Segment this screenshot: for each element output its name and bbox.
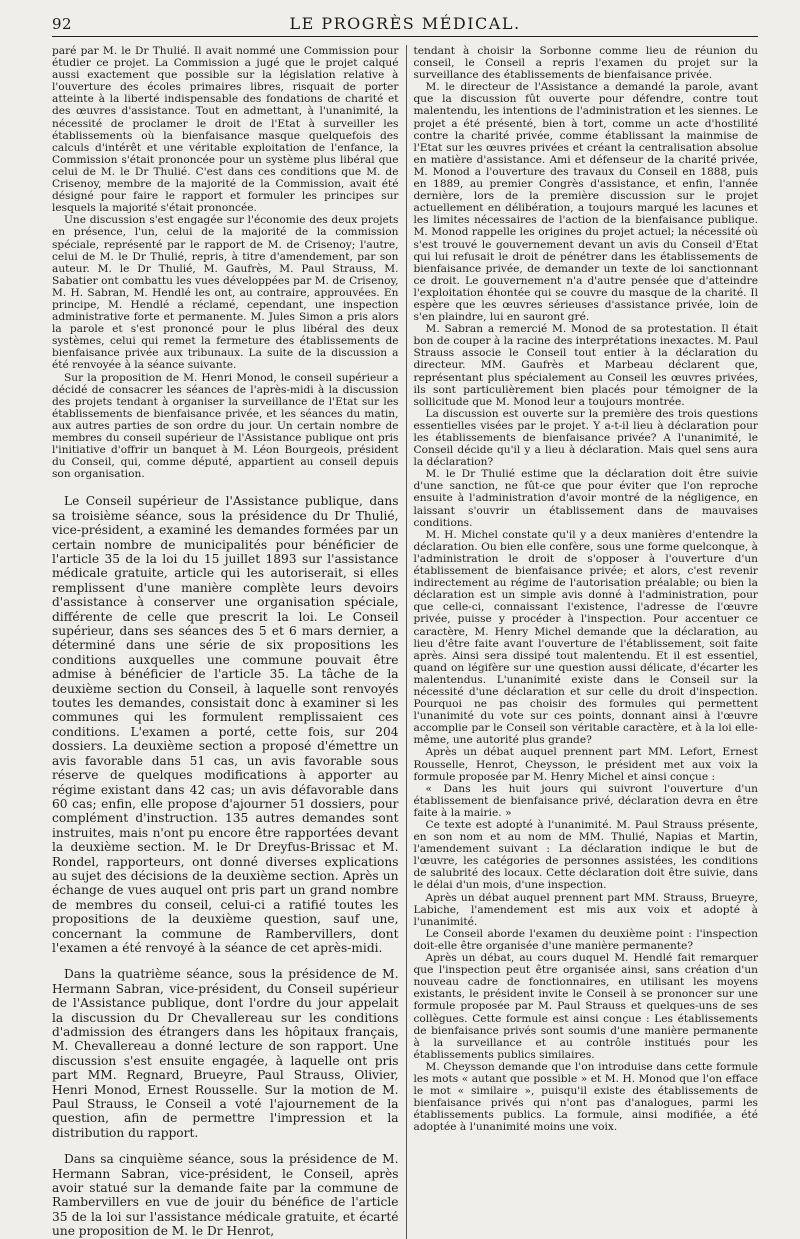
right-column — [414, 45, 759, 1239]
left-column — [52, 45, 399, 1239]
journal-title: LE PROGRÈS MÉDICAL. — [289, 14, 521, 33]
paragraph: M. le Dr Thulié estime que la déclaration doit être suivie d'une sanction, ne fût-ce que pour éviter que l'on reproche ensuite à l'administration d'avoir montré de la négligence, en laissant s'ouvrir un établissement dans de mauvaises conditions. — [413, 468, 758, 529]
paragraph: M. le directeur de l'Assistance a demandé la parole, avant que la discussion fût ouverte pour défendre, contre tout malentendu, les intentions de l'administration et les siennes. Le projet a été présenté, bien à tort, comme un acte d'hostilité contre la charité privée, comme établissant la mainmise de l'Etat sur les œuvres privées et créant la centralisation absolue en matière d'assistance. Ami et défenseur de la charité privée, M. Monod a l'ouverture des travaux du Conseil en 1888, puis en 1889, au premier Congrès d'assistance, et enfin, l'année dernière, lors de la première discussion sur le projet actuellement en délibération, a toujours marqué les lacunes et les limites nécessaires de l'action de la bienfaisance publique. M. Monod rappelle les origines du projet actuel; la nécessité où s'est trouvé le gouvernement devant un avis du Conseil d'Etat qui lui refusait le droit de pénétrer dans les établissements de bienfaisance privée, de demander un texte de loi sanctionnant ce droit. Le gouvernement n'a d'autre pensée que d'atteindre l'exploitation éhontée qui se couvre du masque de la charité. Il espère que les œuvres sérieuses d'assistance privée, loin de s'en plaindre, lui en sauront gré. — [413, 81, 758, 324]
paragraph: Ce texte est adopté à l'unanimité. M. Paul Strauss présente, en son nom et au nom de MM. Thulié, Napias et Martin, l'amendement suivant : La déclaration indique le but de l'œuvre, les catégories de personnes assistées, les conditions de salubrité des locaux. Cette déclaration doit être suivie, dans le délai d'un mois, d'une inspection. — [413, 819, 758, 892]
paragraph: M. Cheysson demande que l'on introduise dans cette formule les mots « autant que possible » et M. H. Monod que l'on efface le mot « similaire », puisqu'il existe des établissements de bienfaisance privés qui n'ont pas d'analogues, parmi les établissements publics. La formule, ainsi modifiée, a été adoptée à l'unanimité moins une voix. — [413, 1060, 758, 1134]
paragraph: Dans la quatrième séance, sous la présidence de M. Hermann Sabran, vice-président, du Conseil supérieur de l'Assistance publique, dont l'ordre du jour appelait la discussion du Dr Chevallereau sur les conditions d'admission des étrangers dans les hôpitaux français, M. Chevallereau a donné lecture de son rapport. Une discussion s'est ensuite engagée, à laquelle ont pris part MM. Regnard, Brueyre, Paul Strauss, Olivier, Henri Monod, Ernest Rousselle. Sur la motion de M. Paul Strauss, le Conseil a voté l'ajournement de la question, afin de permettre l'impression et la distribution du rapport. — [52, 967, 399, 1140]
paragraph: Le Conseil supérieur de l'Assistance publique, dans sa troisième séance, sous la présidence du Dr Thulié, vice-président, a examiné les demandes formées par un certain nombre de municipalités pour bénéficier de l'article 35 de la loi du 15 juillet 1893 sur l'assistance médicale gratuite, article qui les autoriserait, si elles remplissent d'une manière complète leurs devoirs d'assistance à conserver une organisation spéciale, différente de celle que prescrit la loi. Le Conseil supérieur, dans ses séances des 5 et 6 mars dernier, a déterminé dans une série de six propositions les conditions auxquelles une commune pouvait être admise à bénéficier de l'article 35. La tâche de la deuxième section du Conseil, à laquelle sont renvoyés toutes les demandes, consistait donc à examiner si les communes qui les formulent remplissaient ces conditions. L'examen a porté, cette fois, sur 204 dossiers. La deuxième section a proposé d'émettre un avis favorable dans 51 cas, un avis favorable sous réserve de quelques modifications à apporter au régime existant dans 42 cas; un avis défavorable dans 60 cas; enfin, elle propose d'ajourner 51 dossiers, pour complément d'instruction. 135 autres demandes sont instruites, mais n'ont pu encore être rapportées devant la deuxième section. M. le Dr Dreyfus-Brissac et M. Rondel, rapporteurs, ont donné diverses explications au sujet des décisions de la deuxième section. Après un échange de vues auquel ont pris part un grand nombre de membres du conseil, celui-ci a ratifié toutes les propositions de la deuxième question, sauf une, concernant la commune de Rambervillers, dont l'examen a été renvoyé à la séance de cet après-midi. — [52, 494, 399, 955]
paragraph: Une discussion s'est engagée sur l'économie des deux projets en présence, l'un, celui de la majorité de la commission spéciale, représenté par le rapport de M. de Crisenoy; l'autre, celui de M. le Dr Thulié, repris, à titre d'amendement, par son auteur. M. le Dr Thulié, M. Gaufrès, M. Paul Strauss, M. Sabatier ont combattu les vues développées par M. de Crisenoy, M. H. Sabran, M. Hendlé les ont, au contraire, approuvées. En principe, M. Hendlé a réclamé, cependant, une inspection administrative forte et permanente. M. Jules Simon a pris alors la parole et s'est prononcé pour le plus libéral des deux systèmes, celui qui remet la fermeture des établissements de bienfaisance privée aux tribunaux. La suite de la discussion a été renvoyée à la séance suivante. — [52, 214, 399, 372]
paragraph: Après un débat auquel prennent part MM. Lefort, Ernest Rousselle, Henrot, Cheysson, le président met aux voix la formule proposée par M. Henry Michel et ainsi conçue : — [413, 746, 758, 783]
paragraph: Le Conseil aborde l'examen du deuxième point : l'inspection doit-elle être organisée d'une manière permanente? — [413, 927, 758, 952]
paragraph: Dans sa cinquième séance, sous la présidence de M. Hermann Sabran, vice-président, le Conseil, après avoir statué sur la demande faite par la commune de Rambervillers en vue de jouir du bénéfice de l'article 35 de la loi sur l'assistance médicale gratuite, et écarté une proposition de M. le Dr Henrot, — [52, 1152, 399, 1239]
paragraph: La discussion est ouverte sur la première des trois questions essentielles visées par le projet. Y a-t-il lieu à déclaration pour les établissements de bienfaisance privée? A l'unanimité, le Conseil décide qu'il y a lieu à déclaration. Mais quel sens aura la déclaration? — [413, 407, 758, 469]
paragraph: Après un débat, au cours duquel M. Hendlé fait remarquer que l'inspection peut être organisée ainsi, sans création d'un nouveau cadre de fonctionnaires, en utilisant les moyens existants, le président invite le Conseil à se prononcer sur une formule proposée par M. Paul Strauss et quelques-uns de ses collègues. Cette formule est ainsi conçue : Les établissements de bienfaisance privés sont soumis d'une manière permanente à la surveillance et au contrôle institués pour les établissements publics similaires. — [413, 952, 758, 1061]
column-divider — [406, 45, 407, 1239]
paragraph: M. Sabran a remercié M. Monod de sa protestation. Il était bon de couper à la racine des interprétations inexactes. M. Paul Strauss associe le Conseil tout entier à la déclaration du directeur. MM. Gaufrès et Marbeau déclarent que, représentant plus spécialement au Conseil les œuvres privées, ils sont particulièrement bien placés pour témoigner de la sollicitude que M. Monod leur a toujours montrée. — [413, 323, 758, 408]
paragraph: « Dans les huit jours qui suivront l'ouverture d'un établissement de bienfaisance privé, déclaration devra en être faite à la mairie. » — [413, 782, 758, 819]
paragraph: Sur la proposition de M. Henri Monod, le conseil supérieur a décidé de consacrer les séances de l'après-midi à la discussion des projets tendant à organiser la surveillance de l'Etat sur les établissements de bienfaisance privée, et les séances du matin, aux autres parties de son ordre du jour. Un certain nombre de membres du conseil supérieur de l'Assistance publique ont pris l'initiative d'offrir un banquet à M. Léon Bourgeois, président du Conseil, qui, comme député, appartient au conseil depuis son organisation. — [52, 371, 399, 481]
paragraph: Après un débat auquel prennent part MM. Strauss, Brueyre, Labiche, l'amendement est mis aux voix et adopté à l'unanimité. — [413, 891, 758, 928]
running-header — [52, 10, 758, 37]
paragraph: tendant à choisir la Sorbonne comme lieu de réunion du conseil, le Conseil a repris l'examen du projet sur la surveillance des établissements de bienfaisance privée. — [413, 45, 758, 82]
paragraph: M. H. Michel constate qu'il y a deux manières d'entendre la déclaration. Ou bien elle confère, sous une forme quelconque, à l'administration le droit de s'opposer à l'ouverture d'un établissement de bienfaisance privée; et alors, c'est revenir indirectement au régime de l'autorisation préalable; ou bien la déclaration est un simple avis donné à l'administration, pour que celle-ci, connaissant l'existence, l'adresse de l'œuvre privée, puisse y procéder à l'inspection. Pour accentuer ce caractère, M. Henry Michel demande que la déclaration, au lieu d'être faite avant l'ouverture de l'établissement, soit faite après. Ainsi sera dissipé tout malentendu. Et il est essentiel, quand on légifère sur une question aussi délicate, d'écarter les malentendus. L'unanimité existe dans le Conseil sur la nécessité d'une déclaration et sur celle du droit d'inspection. Pourquoi ne pas choisir des formules qui permettent l'unanimité du vote sur ces points, donnant ainsi à l'œuvre accomplie par le Conseil son véritable caractère, et à la loi elle-même, une autorité plus grande? — [413, 528, 758, 747]
session-reports — [52, 494, 399, 1238]
page-number: 92 — [52, 15, 73, 33]
two-column-body — [52, 45, 758, 1239]
paragraph: paré par M. le Dr Thulié. Il avait nommé une Commission pour étudier ce projet. La Commission a jugé que le projet calqué aussi exactement que possible sur la législation relative à l'ouverture des écoles primaires libres, risquait de porter atteinte à la liberté indispensable des fondations de charité et des œuvres d'assistance. Tout en admettant, à l'unanimité, la nécessité de proclamer le droit de l'Etat à surveiller les établissements où la bienfaisance masque quelquefois des calculs d'intérêt et une véritable exploitation de l'enfance, la Commission s'était prononcée pour un système plus libéral que celui de M. le Dr Thulié. C'est dans ces conditions que M. de Crisenoy, membre de la majorité de la Commission, avait été désigné pour faire le rapport et formuler les principes sur lesquels la majorité s'était prononcée. — [52, 45, 399, 215]
